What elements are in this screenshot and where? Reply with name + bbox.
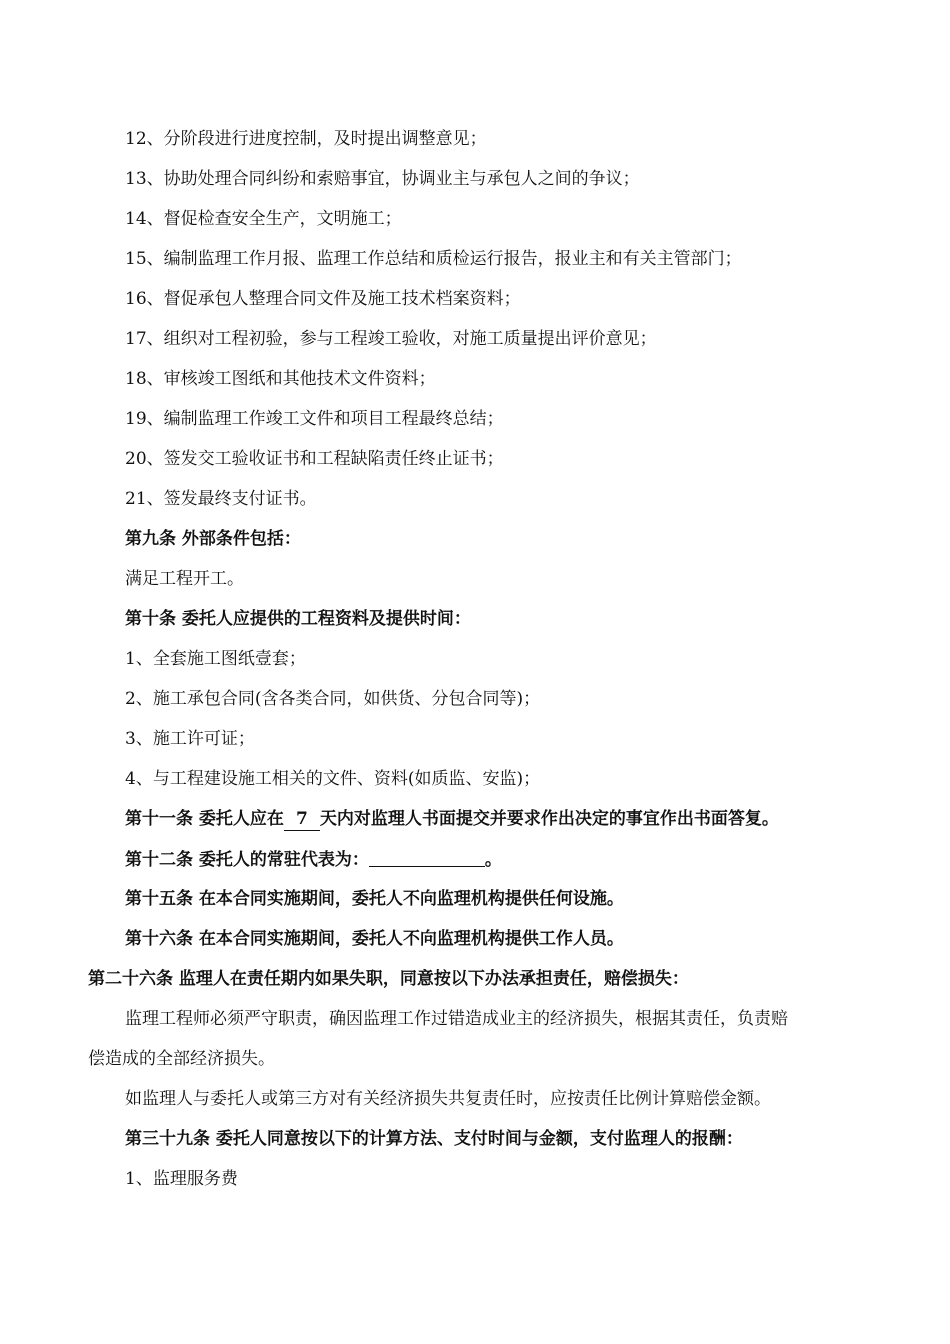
list-item: 16、督促承包人整理合同文件及施工技术档案资料； [125, 289, 521, 309]
article-16: 第十六条 在本合同实施期间，委托人不向监理机构提供工作人员。 [125, 929, 624, 949]
article-11-suffix: 天内对监理人书面提交并要求作出决定的事宜作出书面答复。 [319, 809, 779, 829]
article-12-prefix: 第十二条 委托人的常驻代表为： [125, 850, 369, 870]
representative-blank [369, 848, 485, 867]
list-item: 4、与工程建设施工相关的文件、资料(如质监、安监)； [125, 769, 541, 789]
list-item: 19、编制监理工作竣工文件和项目工程最终总结； [125, 409, 504, 429]
article-12-suffix: 。 [484, 850, 502, 870]
article-15: 第十五条 在本合同实施期间，委托人不向监理机构提供任何设施。 [125, 889, 624, 909]
article-26-paragraph-1-line-1: 监理工程师必须严守职责，确因监理工作过错造成业主的经济损失，根据其责任，负责赔 [125, 1009, 788, 1029]
article-39-title: 第三十九条 委托人同意按以下的计算方法、支付时间与金额，支付监理人的报酬： [125, 1129, 743, 1149]
article-26-title: 第二十六条 监理人在责任期内如果失职，同意按以下办法承担责任，赔偿损失： [88, 969, 689, 989]
list-item: 17、组织对工程初验，参与工程竣工验收，对施工质量提出评价意见； [125, 329, 657, 349]
list-item: 21、签发最终支付证书。 [125, 489, 317, 509]
list-item: 1、监理服务费 [125, 1169, 238, 1189]
list-item: 2、施工承包合同(含各类合同，如供货、分包合同等)； [125, 689, 541, 709]
list-item: 18、审核竣工图纸和其他技术文件资料； [125, 369, 436, 389]
list-item: 1、全套施工图纸壹套； [125, 649, 306, 669]
list-item: 13、协助处理合同纠纷和索赔事宜，协调业主与承包人之间的争议； [125, 169, 640, 189]
list-item: 12、分阶段进行进度控制，及时提出调整意见； [125, 129, 487, 149]
list-item: 20、签发交工验收证书和工程缺陷责任终止证书； [125, 449, 504, 469]
article-26-paragraph-2: 如监理人与委托人或第三方对有关经济损失共复责任时，应按责任比例计算赔偿金额。 [125, 1089, 771, 1109]
article-9-body: 满足工程开工。 [125, 569, 244, 589]
article-12 [125, 848, 502, 871]
list-item: 15、编制监理工作月报、监理工作总结和质检运行报告，报业主和有关主管部门； [125, 249, 742, 269]
article-10-title: 第十条 委托人应提供的工程资料及提供时间： [125, 609, 471, 629]
article-11-prefix: 第十一条 委托人应在 [125, 809, 284, 829]
article-9-title: 第九条 外部条件包括： [125, 529, 301, 549]
list-item: 14、督促检查安全生产，文明施工； [125, 209, 402, 229]
article-26-paragraph-1-line-2: 偿造成的全部经济损失。 [88, 1049, 275, 1069]
article-11-days: 7 [284, 808, 320, 831]
article-11 [125, 808, 779, 831]
list-item: 3、施工许可证； [125, 729, 255, 749]
